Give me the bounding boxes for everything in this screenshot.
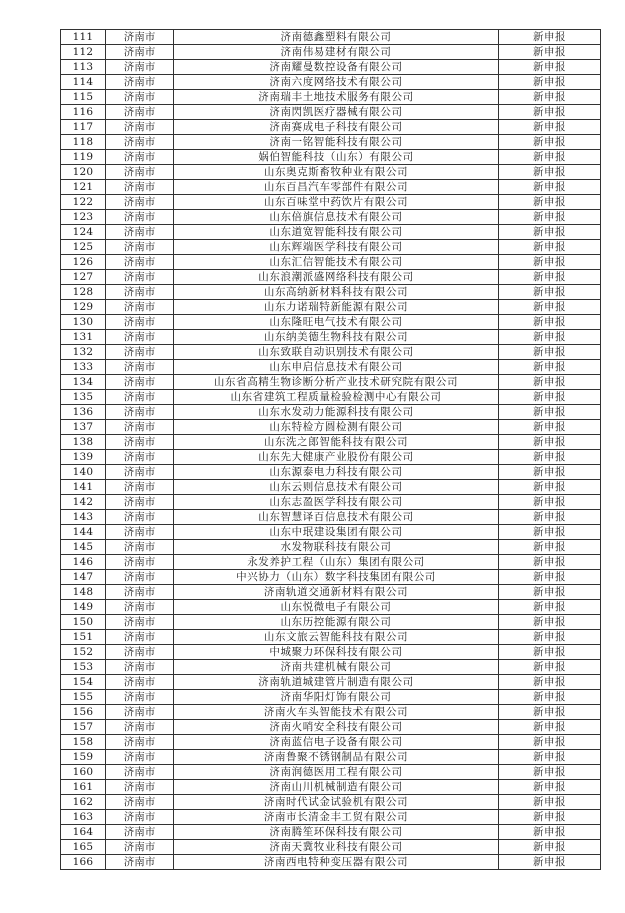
table-row [61, 285, 601, 300]
city-cell: 济南市 [106, 210, 174, 225]
table-row [61, 705, 601, 720]
row-number-cell: 157 [61, 720, 106, 735]
company-name-cell: 济南鲁聚不锈钢制品有限公司 [174, 750, 499, 765]
company-name-cell: 山东洗之郎智能科技有限公司 [174, 435, 499, 450]
city-cell: 济南市 [106, 435, 174, 450]
company-name-cell: 山东百味堂中药饮片有限公司 [174, 195, 499, 210]
city-cell: 济南市 [106, 420, 174, 435]
city-cell: 济南市 [106, 345, 174, 360]
table-row [61, 540, 601, 555]
company-name-cell: 济南瑞丰土地技术服务有限公司 [174, 90, 499, 105]
table-row [61, 600, 601, 615]
row-number-cell: 114 [61, 75, 106, 90]
status-cell: 新申报 [499, 525, 601, 540]
city-cell: 济南市 [106, 45, 174, 60]
row-number-cell: 121 [61, 180, 106, 195]
city-cell: 济南市 [106, 810, 174, 825]
table-row [61, 45, 601, 60]
table-row [61, 765, 601, 780]
status-cell: 新申报 [499, 285, 601, 300]
table-row [61, 180, 601, 195]
table-row [61, 720, 601, 735]
table-row [61, 795, 601, 810]
status-cell: 新申报 [499, 390, 601, 405]
row-number-cell: 135 [61, 390, 106, 405]
city-cell: 济南市 [106, 765, 174, 780]
city-cell: 济南市 [106, 405, 174, 420]
company-name-cell: 永发养护工程（山东）集团有限公司 [174, 555, 499, 570]
status-cell: 新申报 [499, 585, 601, 600]
city-cell: 济南市 [106, 615, 174, 630]
status-cell: 新申报 [499, 615, 601, 630]
row-number-cell: 136 [61, 405, 106, 420]
company-name-cell: 山东致联自动识别技术有限公司 [174, 345, 499, 360]
row-number-cell: 134 [61, 375, 106, 390]
city-cell: 济南市 [106, 720, 174, 735]
company-name-cell: 山东道宽智能科技有限公司 [174, 225, 499, 240]
row-number-cell: 126 [61, 255, 106, 270]
row-number-cell: 129 [61, 300, 106, 315]
city-cell: 济南市 [106, 270, 174, 285]
status-cell: 新申报 [499, 675, 601, 690]
row-number-cell: 159 [61, 750, 106, 765]
table-row [61, 510, 601, 525]
row-number-cell: 145 [61, 540, 106, 555]
status-cell: 新申报 [499, 90, 601, 105]
city-cell: 济南市 [106, 390, 174, 405]
table-row [61, 675, 601, 690]
city-cell: 济南市 [106, 300, 174, 315]
city-cell: 济南市 [106, 750, 174, 765]
company-name-cell: 济南润德医用工程有限公司 [174, 765, 499, 780]
company-name-cell: 山东申启信息技术有限公司 [174, 360, 499, 375]
row-number-cell: 150 [61, 615, 106, 630]
company-registry-table [60, 29, 601, 870]
row-number-cell: 111 [61, 30, 106, 45]
status-cell: 新申报 [499, 570, 601, 585]
table-row [61, 75, 601, 90]
row-number-cell: 116 [61, 105, 106, 120]
table-row [61, 570, 601, 585]
status-cell: 新申报 [499, 300, 601, 315]
city-cell: 济南市 [106, 660, 174, 675]
table-row [61, 420, 601, 435]
city-cell: 济南市 [106, 120, 174, 135]
company-name-cell: 山东云则信息技术有限公司 [174, 480, 499, 495]
table-row [61, 270, 601, 285]
city-cell: 济南市 [106, 90, 174, 105]
row-number-cell: 130 [61, 315, 106, 330]
status-cell: 新申报 [499, 510, 601, 525]
table-row [61, 555, 601, 570]
city-cell: 济南市 [106, 165, 174, 180]
row-number-cell: 137 [61, 420, 106, 435]
city-cell: 济南市 [106, 600, 174, 615]
status-cell: 新申报 [499, 495, 601, 510]
table-row [61, 630, 601, 645]
status-cell: 新申报 [499, 690, 601, 705]
row-number-cell: 162 [61, 795, 106, 810]
status-cell: 新申报 [499, 60, 601, 75]
city-cell: 济南市 [106, 135, 174, 150]
city-cell: 济南市 [106, 690, 174, 705]
table-row [61, 315, 601, 330]
table-row [61, 210, 601, 225]
row-number-cell: 119 [61, 150, 106, 165]
city-cell: 济南市 [106, 30, 174, 45]
row-number-cell: 148 [61, 585, 106, 600]
company-name-cell: 山东纳美德生物科技有限公司 [174, 330, 499, 345]
row-number-cell: 149 [61, 600, 106, 615]
status-cell: 新申报 [499, 840, 601, 855]
status-cell: 新申报 [499, 135, 601, 150]
city-cell: 济南市 [106, 525, 174, 540]
table-row [61, 30, 601, 45]
city-cell: 济南市 [106, 825, 174, 840]
row-number-cell: 120 [61, 165, 106, 180]
city-cell: 济南市 [106, 540, 174, 555]
company-name-cell: 济南共建机械有限公司 [174, 660, 499, 675]
table-row [61, 660, 601, 675]
row-number-cell: 122 [61, 195, 106, 210]
company-name-cell: 山东隆旺电气技术有限公司 [174, 315, 499, 330]
status-cell: 新申报 [499, 375, 601, 390]
row-number-cell: 164 [61, 825, 106, 840]
row-number-cell: 115 [61, 90, 106, 105]
status-cell: 新申报 [499, 480, 601, 495]
row-number-cell: 160 [61, 765, 106, 780]
table-row [61, 825, 601, 840]
row-number-cell: 161 [61, 780, 106, 795]
status-cell: 新申报 [499, 330, 601, 345]
company-name-cell: 山东省高精生物诊断分析产业技术研究院有限公司 [174, 375, 499, 390]
status-cell: 新申报 [499, 630, 601, 645]
status-cell: 新申报 [499, 435, 601, 450]
city-cell: 济南市 [106, 840, 174, 855]
row-number-cell: 147 [61, 570, 106, 585]
table-row [61, 780, 601, 795]
status-cell: 新申报 [499, 600, 601, 615]
city-cell: 济南市 [106, 360, 174, 375]
company-name-cell: 山东高纳新材料科技有限公司 [174, 285, 499, 300]
row-number-cell: 125 [61, 240, 106, 255]
city-cell: 济南市 [106, 645, 174, 660]
table-row [61, 390, 601, 405]
row-number-cell: 118 [61, 135, 106, 150]
company-name-cell: 济南耀曼数控设备有限公司 [174, 60, 499, 75]
status-cell: 新申报 [499, 270, 601, 285]
table-row [61, 495, 601, 510]
city-cell: 济南市 [106, 180, 174, 195]
city-cell: 济南市 [106, 375, 174, 390]
status-cell: 新申报 [499, 765, 601, 780]
status-cell: 新申报 [499, 795, 601, 810]
table-row [61, 645, 601, 660]
status-cell: 新申报 [499, 750, 601, 765]
company-name-cell: 济南轨道交通新材料有限公司 [174, 585, 499, 600]
table-row [61, 525, 601, 540]
city-cell: 济南市 [106, 585, 174, 600]
status-cell: 新申报 [499, 810, 601, 825]
table-row [61, 585, 601, 600]
status-cell: 新申报 [499, 105, 601, 120]
city-cell: 济南市 [106, 75, 174, 90]
table-row [61, 480, 601, 495]
company-name-cell: 山东倍旗信息技术有限公司 [174, 210, 499, 225]
company-name-cell: 山东源泰电力科技有限公司 [174, 465, 499, 480]
row-number-cell: 139 [61, 450, 106, 465]
city-cell: 济南市 [106, 780, 174, 795]
city-cell: 济南市 [106, 315, 174, 330]
company-name-cell: 山东文旅云智能科技有限公司 [174, 630, 499, 645]
city-cell: 济南市 [106, 495, 174, 510]
company-name-cell: 济南西电特种变压器有限公司 [174, 855, 499, 870]
company-name-cell: 山东汇信智能技术有限公司 [174, 255, 499, 270]
city-cell: 济南市 [106, 705, 174, 720]
row-number-cell: 113 [61, 60, 106, 75]
table-row [61, 735, 601, 750]
row-number-cell: 128 [61, 285, 106, 300]
company-name-cell: 山东特检方圆检测有限公司 [174, 420, 499, 435]
status-cell: 新申报 [499, 645, 601, 660]
city-cell: 济南市 [106, 675, 174, 690]
status-cell: 新申报 [499, 120, 601, 135]
city-cell: 济南市 [106, 735, 174, 750]
city-cell: 济南市 [106, 330, 174, 345]
company-name-cell: 娲伯智能科技（山东）有限公司 [174, 150, 499, 165]
company-name-cell: 济南火车头智能技术有限公司 [174, 705, 499, 720]
company-name-cell: 山东浪潮派盛网络科技有限公司 [174, 270, 499, 285]
status-cell: 新申报 [499, 780, 601, 795]
row-number-cell: 158 [61, 735, 106, 750]
row-number-cell: 153 [61, 660, 106, 675]
status-cell: 新申报 [499, 255, 601, 270]
status-cell: 新申报 [499, 45, 601, 60]
company-name-cell: 山东中珉建设集团有限公司 [174, 525, 499, 540]
city-cell: 济南市 [106, 150, 174, 165]
table-row [61, 105, 601, 120]
table-row [61, 225, 601, 240]
status-cell: 新申报 [499, 315, 601, 330]
company-name-cell: 山东水发动力能源科技有限公司 [174, 405, 499, 420]
table-row [61, 840, 601, 855]
city-cell: 济南市 [106, 480, 174, 495]
table-row [61, 615, 601, 630]
table-row [61, 165, 601, 180]
city-cell: 济南市 [106, 465, 174, 480]
status-cell: 新申报 [499, 165, 601, 180]
table-row [61, 375, 601, 390]
status-cell: 新申报 [499, 195, 601, 210]
table-row [61, 405, 601, 420]
company-name-cell: 济南轨道城建管片制造有限公司 [174, 675, 499, 690]
company-name-cell: 济南伟易建材有限公司 [174, 45, 499, 60]
status-cell: 新申报 [499, 180, 601, 195]
status-cell: 新申报 [499, 360, 601, 375]
table-row [61, 750, 601, 765]
row-number-cell: 132 [61, 345, 106, 360]
company-name-cell: 济南火哨安全科技有限公司 [174, 720, 499, 735]
company-name-cell: 济南市长清金丰工贸有限公司 [174, 810, 499, 825]
status-cell: 新申报 [499, 345, 601, 360]
status-cell: 新申报 [499, 465, 601, 480]
row-number-cell: 166 [61, 855, 106, 870]
status-cell: 新申报 [499, 660, 601, 675]
status-cell: 新申报 [499, 30, 601, 45]
row-number-cell: 131 [61, 330, 106, 345]
company-name-cell: 山东辉端医学科技有限公司 [174, 240, 499, 255]
row-number-cell: 143 [61, 510, 106, 525]
status-cell: 新申报 [499, 855, 601, 870]
company-name-cell: 山东省建筑工程质量检验检测中心有限公司 [174, 390, 499, 405]
city-cell: 济南市 [106, 255, 174, 270]
company-name-cell: 济南山川机械制造有限公司 [174, 780, 499, 795]
status-cell: 新申报 [499, 555, 601, 570]
company-name-cell: 济南腾笙环保科技有限公司 [174, 825, 499, 840]
row-number-cell: 140 [61, 465, 106, 480]
table-row [61, 60, 601, 75]
company-name-cell: 山东历控能源有限公司 [174, 615, 499, 630]
status-cell: 新申报 [499, 450, 601, 465]
row-number-cell: 151 [61, 630, 106, 645]
company-name-cell: 中城聚力环保科技有限公司 [174, 645, 499, 660]
row-number-cell: 165 [61, 840, 106, 855]
status-cell: 新申报 [499, 225, 601, 240]
city-cell: 济南市 [106, 855, 174, 870]
row-number-cell: 127 [61, 270, 106, 285]
company-name-cell: 山东智慧译百信息技术有限公司 [174, 510, 499, 525]
table-row [61, 135, 601, 150]
table-row [61, 240, 601, 255]
row-number-cell: 146 [61, 555, 106, 570]
status-cell: 新申报 [499, 405, 601, 420]
status-cell: 新申报 [499, 540, 601, 555]
row-number-cell: 124 [61, 225, 106, 240]
row-number-cell: 154 [61, 675, 106, 690]
company-name-cell: 山东奥克斯畜牧种业有限公司 [174, 165, 499, 180]
row-number-cell: 144 [61, 525, 106, 540]
company-name-cell: 山东百昌汽车零部件有限公司 [174, 180, 499, 195]
status-cell: 新申报 [499, 420, 601, 435]
row-number-cell: 142 [61, 495, 106, 510]
row-number-cell: 152 [61, 645, 106, 660]
company-name-cell: 山东志盈医学科技有限公司 [174, 495, 499, 510]
city-cell: 济南市 [106, 570, 174, 585]
city-cell: 济南市 [106, 450, 174, 465]
city-cell: 济南市 [106, 795, 174, 810]
company-name-cell: 水发物联科技有限公司 [174, 540, 499, 555]
table-row [61, 345, 601, 360]
row-number-cell: 123 [61, 210, 106, 225]
table-row [61, 810, 601, 825]
table-row [61, 450, 601, 465]
table-row [61, 120, 601, 135]
row-number-cell: 156 [61, 705, 106, 720]
table-row [61, 435, 601, 450]
city-cell: 济南市 [106, 510, 174, 525]
row-number-cell: 155 [61, 690, 106, 705]
status-cell: 新申报 [499, 735, 601, 750]
company-name-cell: 济南赛成电子科技有限公司 [174, 120, 499, 135]
city-cell: 济南市 [106, 240, 174, 255]
city-cell: 济南市 [106, 195, 174, 210]
city-cell: 济南市 [106, 285, 174, 300]
status-cell: 新申报 [499, 720, 601, 735]
table-row [61, 150, 601, 165]
status-cell: 新申报 [499, 210, 601, 225]
table-row [61, 330, 601, 345]
status-cell: 新申报 [499, 240, 601, 255]
table-body [61, 30, 601, 870]
row-number-cell: 112 [61, 45, 106, 60]
row-number-cell: 138 [61, 435, 106, 450]
row-number-cell: 117 [61, 120, 106, 135]
table-row [61, 195, 601, 210]
status-cell: 新申报 [499, 150, 601, 165]
table-row [61, 255, 601, 270]
row-number-cell: 163 [61, 810, 106, 825]
row-number-cell: 133 [61, 360, 106, 375]
company-name-cell: 山东力诺瑞特新能源有限公司 [174, 300, 499, 315]
table-row [61, 300, 601, 315]
company-name-cell: 济南华阳灯饰有限公司 [174, 690, 499, 705]
company-name-cell: 济南六度网络技术有限公司 [174, 75, 499, 90]
city-cell: 济南市 [106, 630, 174, 645]
table-row [61, 690, 601, 705]
company-name-cell: 济南时代试金试验机有限公司 [174, 795, 499, 810]
city-cell: 济南市 [106, 225, 174, 240]
company-name-cell: 济南蓝信电子设备有限公司 [174, 735, 499, 750]
row-number-cell: 141 [61, 480, 106, 495]
table-row [61, 360, 601, 375]
table-row [61, 90, 601, 105]
company-name-cell: 山东悦微电子有限公司 [174, 600, 499, 615]
city-cell: 济南市 [106, 105, 174, 120]
status-cell: 新申报 [499, 825, 601, 840]
company-name-cell: 济南一铭智能科技有限公司 [174, 135, 499, 150]
company-name-cell: 山东先大健康产业股份有限公司 [174, 450, 499, 465]
table-row [61, 465, 601, 480]
company-name-cell: 中兴协力（山东）数字科技集团有限公司 [174, 570, 499, 585]
city-cell: 济南市 [106, 60, 174, 75]
table-row [61, 855, 601, 870]
status-cell: 新申报 [499, 705, 601, 720]
city-cell: 济南市 [106, 555, 174, 570]
company-name-cell: 济南德鑫塑料有限公司 [174, 30, 499, 45]
company-name-cell: 济南天冀牧业科技有限公司 [174, 840, 499, 855]
status-cell: 新申报 [499, 75, 601, 90]
company-name-cell: 济南閃凯医疗器械有限公司 [174, 105, 499, 120]
